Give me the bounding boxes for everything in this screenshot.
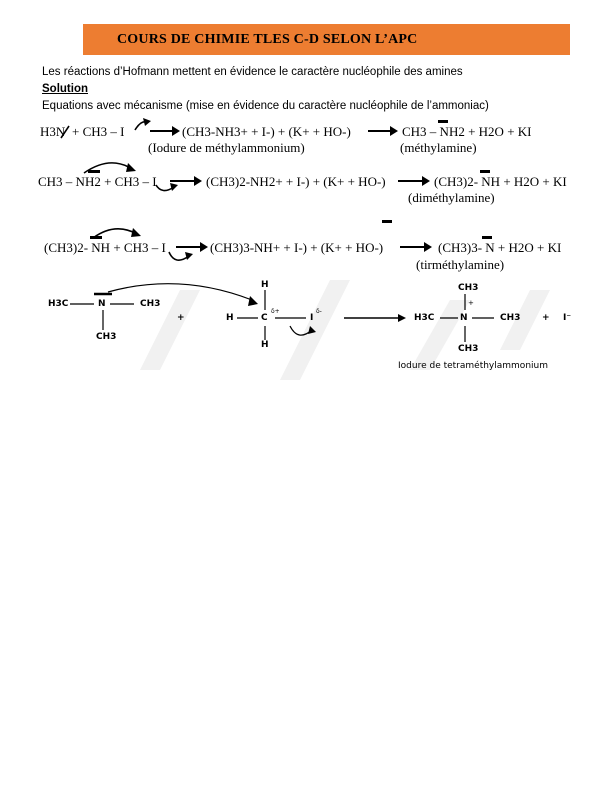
eq4-amine-bottom: CH3 xyxy=(96,332,117,342)
eq4-amine-right: CH3 xyxy=(140,299,161,309)
eq4-caption: Iodure de tetraméthylammonium xyxy=(398,361,548,371)
eq4-iodine-delta: δ- xyxy=(316,308,322,315)
eq4-c-bottom: H xyxy=(261,340,269,350)
eq4-p-charge: + xyxy=(468,299,474,307)
solution-heading: Solution xyxy=(42,83,88,95)
eq2-intermediate: (CH3)2-NH2+ + I-) + (K+ + HO-) xyxy=(206,174,386,189)
eq4-p-n: N xyxy=(460,313,468,323)
page-title: COURS DE CHIMIE TLES C-D SELON L’APC xyxy=(117,31,418,47)
eq1-label-final: (méthylamine) xyxy=(400,140,477,155)
eq3-final-product: (CH3)3- N + H2O + KI xyxy=(438,240,562,255)
eq3-label-final: (tirméthylamine) xyxy=(416,257,505,272)
eq4-c-left: H xyxy=(226,313,234,323)
eq4-c-center: C xyxy=(261,313,268,323)
eq3-reactants: (CH3)2- NH + CH3 – I xyxy=(44,240,166,255)
eq4-p-right: CH3 xyxy=(500,313,521,323)
eq4-iodide: I⁻ xyxy=(563,313,572,323)
eq3-intermediate: (CH3)3-NH+ + I-) + (K+ + HO-) xyxy=(210,240,384,255)
eq4-c-delta: δ+ xyxy=(271,308,280,315)
eq4-plus: + xyxy=(177,313,185,323)
intro-text: Les réactions d’Hofmann mettent en évidence le caractère nucléophile des amines xyxy=(42,66,463,78)
eq4-amine-left: H3C xyxy=(48,299,69,309)
eq4-p-bottom: CH3 xyxy=(458,344,479,354)
eq1-reactant-ammonia: H3N xyxy=(40,124,66,139)
eq1-intermediate: (CH3-NH3+ + I-) + (K+ + HO-) xyxy=(182,124,351,139)
eq1-label-ion: (Iodure de méthylammonium) xyxy=(148,140,305,155)
eq2-label-final: (diméthylamine) xyxy=(408,190,495,205)
eq2-final-product: (CH3)2- NH + H2O + KI xyxy=(434,174,567,189)
eq1-final-product: CH3 – NH2 + H2O + KI xyxy=(402,124,532,139)
eq4-amine-n: N xyxy=(98,299,106,309)
eq2-reactants: CH3 – NH2 + CH3 – I xyxy=(38,174,157,189)
eq4-plus2: + xyxy=(542,313,550,323)
eq4-p-left: H3C xyxy=(414,313,435,323)
eq4-iodine: I xyxy=(310,313,314,323)
mechanism-caption: Equations avec mécanisme (mise en évidence du caractère nucléophile de l’ammoniac) xyxy=(42,100,489,112)
eq1-reactant-iodomethane: + CH3 – I xyxy=(72,124,125,139)
eq4-p-top: CH3 xyxy=(458,283,479,293)
eq4-c-top: H xyxy=(261,280,269,290)
